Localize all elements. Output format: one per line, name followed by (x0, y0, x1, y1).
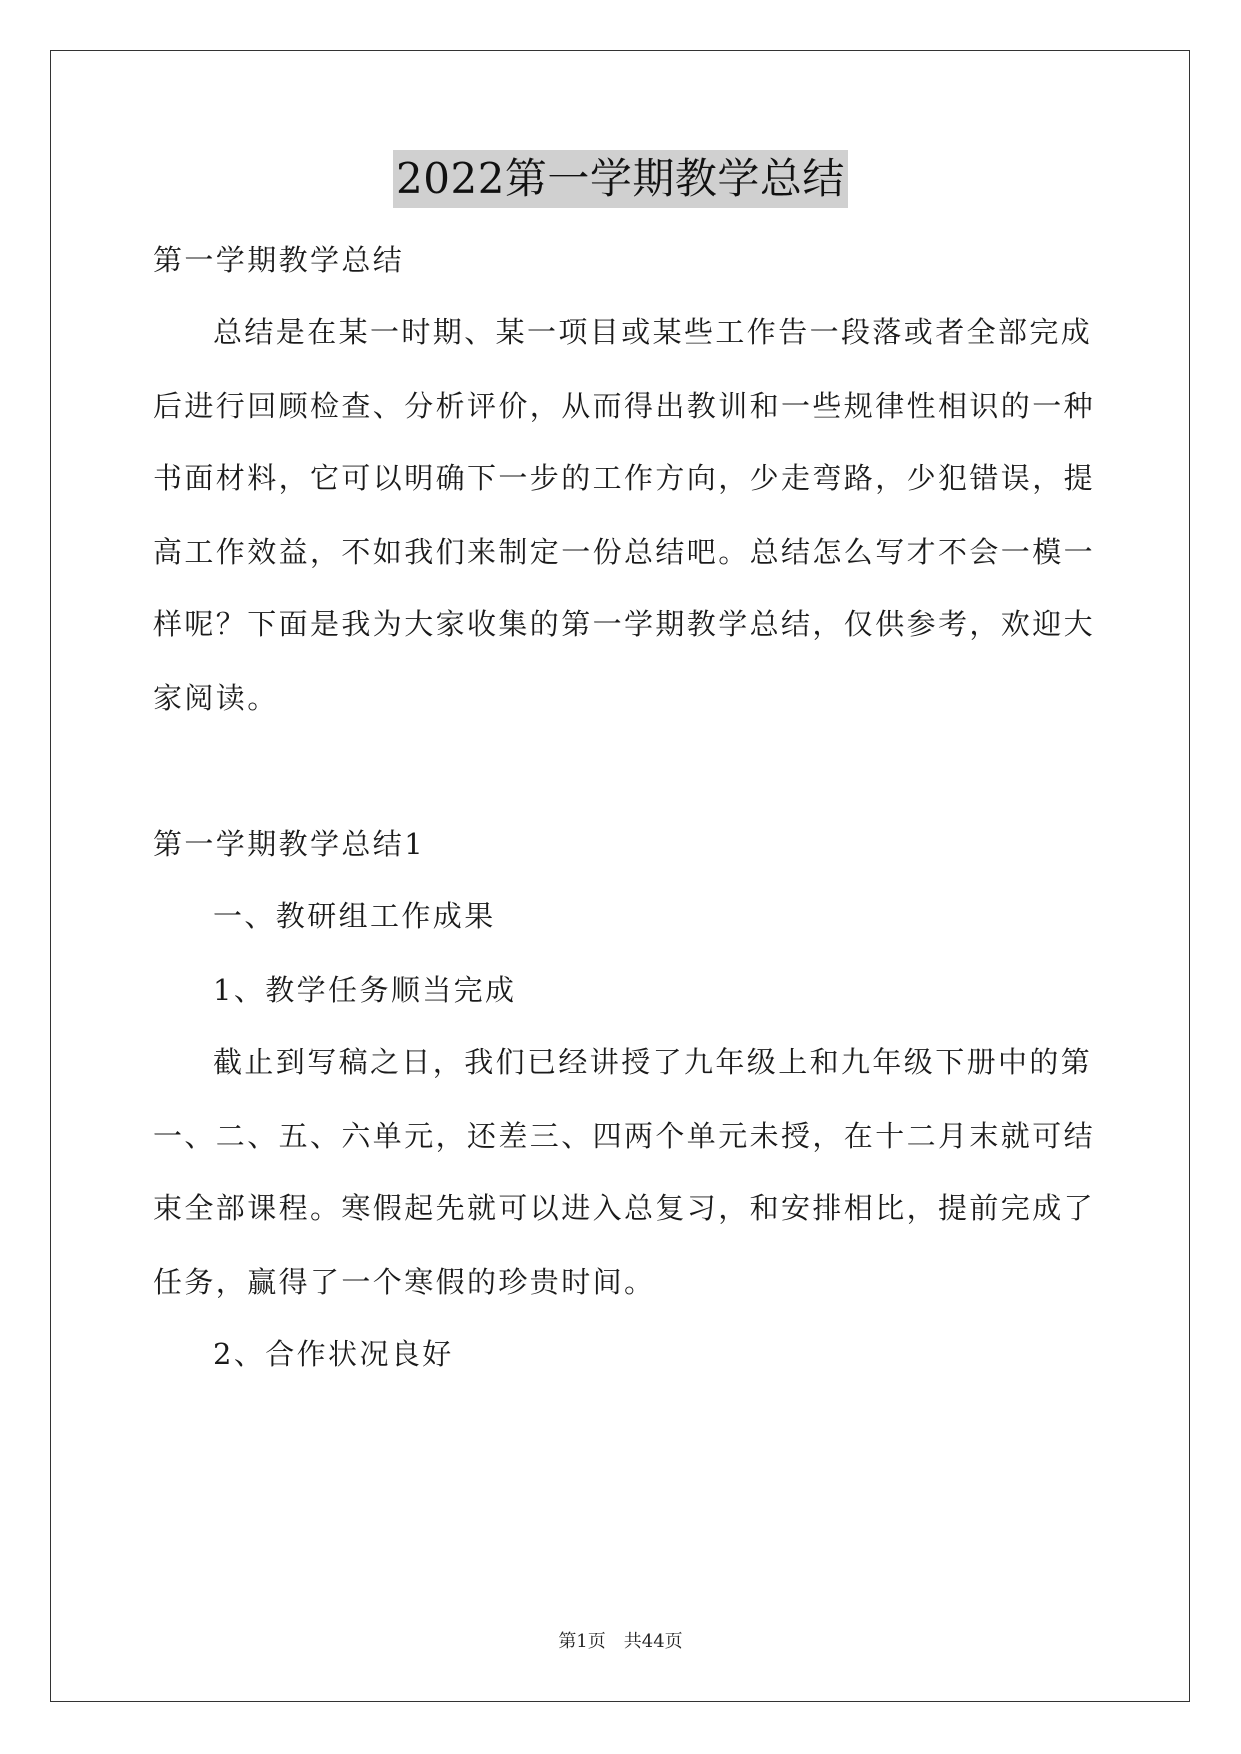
page-number-footer: 第1页 共44页 (558, 1631, 683, 1652)
paragraph-line: 总结是在某一时期、某一项目或某些工作告一段落或者全部完成 (213, 315, 1093, 349)
subtitle-line: 第一学期教学总结 (153, 243, 405, 277)
page-border (50, 50, 1190, 1702)
item-heading: 2、合作状况良好 (213, 1337, 454, 1371)
section-heading: 第一学期教学总结1 (153, 827, 426, 861)
title-container (0, 150, 1241, 208)
paragraph-line: 一、二、五、六单元，还差三、四两个单元未授，在十二月末就可结 (153, 1119, 1096, 1153)
paragraph-line: 后进行回顾检查、分析评价，从而得出教训和一些规律性相识的一种 (153, 389, 1096, 423)
document-title: 2022第一学期教学总结 (393, 150, 848, 208)
paragraph-line: 高工作效益，不如我们来制定一份总结吧。总结怎么写才不会一模一 (153, 535, 1096, 569)
item-heading: 1、教学任务顺当完成 (213, 973, 517, 1007)
subsection-heading: 一、教研组工作成果 (213, 899, 496, 933)
paragraph-line: 样呢？下面是我为大家收集的第一学期教学总结，仅供参考，欢迎大 (153, 607, 1096, 641)
paragraph-line: 书面材料，它可以明确下一步的工作方向，少走弯路，少犯错误，提 (153, 461, 1096, 495)
paragraph-line: 任务，赢得了一个寒假的珍贵时间。 (153, 1265, 656, 1299)
paragraph-line: 家阅读。 (153, 681, 279, 715)
paragraph-line: 截止到写稿之日，我们已经讲授了九年级上和九年级下册中的第 (213, 1045, 1093, 1079)
paragraph-line: 束全部课程。寒假起先就可以进入总复习，和安排相比，提前完成了 (153, 1191, 1096, 1225)
